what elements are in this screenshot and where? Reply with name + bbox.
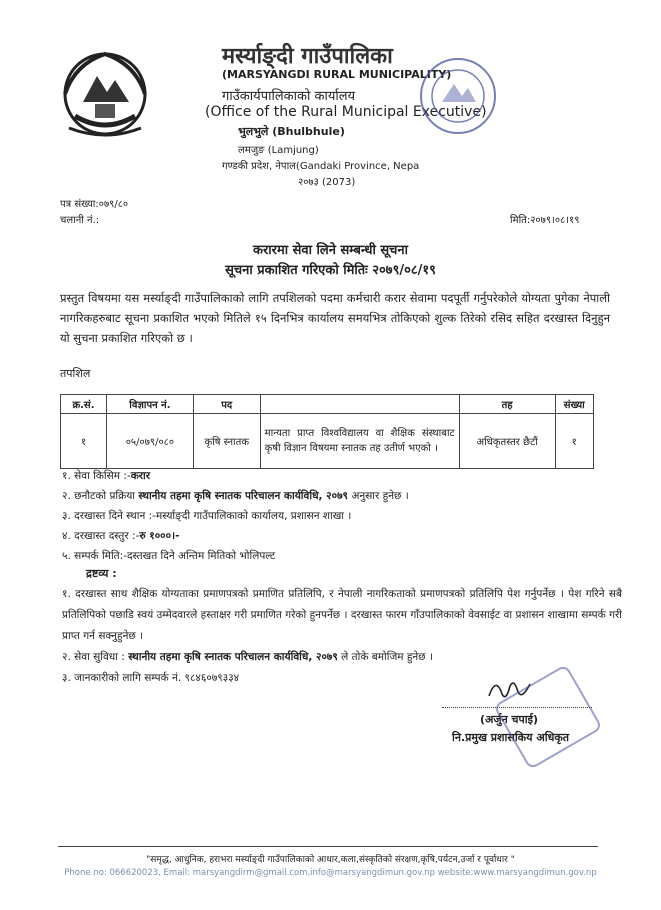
table-header: संख्या (555, 395, 593, 414)
footer-contact: Phone no: 066620023, Email: marsyangdirm@gmail.com,info@marsyangdimun.gov.np website:www.marsyangdimun.gov.np (64, 868, 597, 878)
office-name-np: गाउँकार्यपालिकाको कार्यालय (222, 89, 356, 104)
remarks-list (62, 584, 622, 689)
remarks-heading: द्रष्टव्य : (86, 567, 117, 580)
table-header: पद (193, 395, 260, 414)
list-item: ३. जानकारीको लागि सम्पर्क नं. ९८४६०७९३३४ (62, 672, 240, 684)
municipality-name-np: मर्स्याङ्दी गाउँपालिका (222, 44, 393, 69)
notes-list (62, 466, 409, 566)
list-item: ४. दरखास्त दस्तुर :-रु १०००।- (62, 530, 180, 542)
list-item: ५. सम्पर्क मिति:-दस्तखत दिने अन्तिम मितिको भोलिपल्ट (62, 550, 276, 562)
notice-body: प्रस्तुत विषयमा यस मर्स्याङ्दी गाउँपालिकाको लागि तपशिलको पदमा कर्मचारी करार सेवामा पदपूर्ती गर्नुपरेकोले योग्यता पुगेका नेपाली नागरिकहरुबाट सूचना प्रकाशित भएको मितिले १५ दिनभित्र कार्यालय समयभित्र तोकिएको शुल्क तिरेको रसिद सहित दरखास्त दिनुहुन यो सुचना प्रकाशित गरिएको छ । (60, 291, 610, 345)
table-cell: १ (555, 414, 593, 469)
details-label: तपशिल (60, 367, 91, 380)
issue-date: मिति:२०७९।०८।१९ (510, 215, 580, 226)
nepal-emblem-logo (55, 44, 155, 144)
table-cell: कृषि स्नातक (193, 414, 260, 469)
notice-title: करारमा सेवा लिने सम्बन्धी सूचना (252, 243, 409, 258)
table-header (260, 395, 459, 414)
established-year: २०७३ (2073) (298, 177, 356, 188)
municipality-name-en: (MARSYANGDI RURAL MUNICIPALITY) (222, 68, 452, 81)
signatory-title: नि.प्रमुख प्रशासकिय अधिकृत (452, 731, 570, 744)
place-name: भुलभुले (Bhulbhule) (238, 125, 345, 138)
letter-number: पत्र संख्या:०७९/८० (60, 199, 129, 210)
table-row (61, 414, 594, 469)
dispatch-number: चलानी नं.: (60, 215, 100, 226)
table-header: तह (459, 395, 555, 414)
table-header: विज्ञापन नं. (106, 395, 193, 414)
office-name-en: (Office of the Rural Municipal Executive) (205, 104, 487, 120)
table-cell: मान्यता प्राप्त विश्वविद्यालय वा शैक्षिक संस्थाबाट कृषी विज्ञान विषयमा स्नातक तह उतीर्ण भएको । (260, 414, 459, 469)
table-cell: ०५/०७९/०८० (106, 414, 193, 469)
table-cell: १ (61, 414, 107, 469)
list-item: ३. दरखास्त दिने स्थान :-मर्स्याङ्दी गाउँपालिकाको कार्यालय, प्रशासन शाखा । (62, 510, 352, 522)
list-item: १. सेवा किसिम :-करार (62, 470, 151, 482)
footer-divider (58, 846, 598, 847)
province-name: गण्डकी प्रदेश, नेपाल(Gandaki Province, Nepa (222, 161, 420, 172)
notice-subtitle: सूचना प्रकाशित गरिएको मितिः २०७९/०८/१९ (225, 263, 436, 278)
footer-motto: "समृद्ध, आधुनिक, हराभरा मर्स्याङ्दी गाउँपालिकाको आधार,कला,संस्कृतिको संरक्षण,कृषि,पर्यटन,उर्जा र पूर्वाधार " (146, 855, 515, 865)
table-cell: अधिकृतस्तर छैटौं (459, 414, 555, 469)
table-header: क्र.सं. (61, 395, 107, 414)
recruitment-table (60, 394, 594, 469)
official-stamp (420, 58, 496, 134)
list-item: २. सेवा सुविधा : स्थानीय तहमा कृषि स्नातक परिचालन कार्यविधि, २०७९ ले तोके बमोजिम हुनेछ । (62, 651, 433, 663)
signatory-name: (अर्जुन चपाई) (480, 713, 539, 726)
list-item: २. छनौटको प्रक्रिया स्थानीय तहमा कृषि स्नातक परिचालन कार्यविधि, २०७९ अनुसार हुनेछ । (62, 490, 409, 502)
table-header-row (61, 395, 594, 414)
district-name: लमजुङ (Lamjung) (238, 145, 319, 156)
list-item: १. दरखास्त साथ शैक्षिक योग्यताका प्रमाणपत्रको प्रमाणित प्रतिलिपि, र नेपाली नागरिकताको प्रमाणपत्रको प्रतिलिपि पेश गर्नुपर्नेछ । पेश गरिने सबै प्रतिलिपिको पछाडि स्वयं उम्मेदवारले हस्ताक्षर गरी प्रमाणित गरेको हुनपर्नेछ । दरखास्त फारम गाँउपालिकाको वेवसाईट वा प्रशासन शाखामा सम्पर्क गरी प्राप्त गर्न सक्नुहुनेछ । (62, 588, 622, 642)
